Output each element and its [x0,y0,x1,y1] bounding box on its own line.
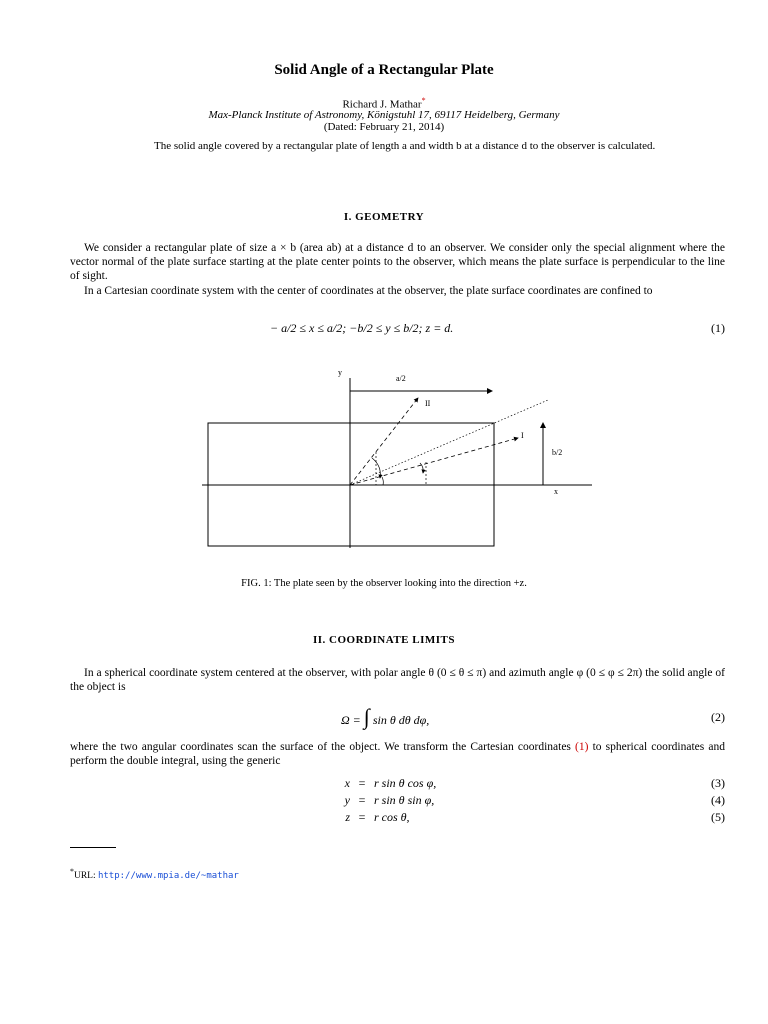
vector-II [350,398,418,485]
equation-5-lhs: z [345,810,350,824]
footnote-rule [70,847,116,848]
equation-block-3-5 [330,776,436,827]
paper-title: Solid Angle of a Rectangular Plate [274,62,494,78]
equation-4-rhs: r sin θ sin φ, [374,793,435,807]
footnote-mark: * [70,867,74,876]
paragraph-2-text-a: where the two angular coordinates scan the surface of the object. We transform the Cartesian coordinates [70,741,576,753]
affiliation: Max-Planck Institute of Astronomy, Königstuhl 17, 69117 Heidelberg, Germany [208,109,560,121]
footnote [70,867,239,881]
label-y: y [338,368,342,377]
equation-2-number: (2) [711,710,725,724]
label-a2: a/2 [396,374,406,383]
angle-arc-origin [382,477,383,485]
section-heading-geometry: I. GEOMETRY [343,211,425,223]
dotted-diagonal-line [350,400,548,485]
abstract: The solid angle covered by a rectangular plate of length a and width b at a distance d to the observer is calculated. [154,140,656,152]
equation-4-number: (4) [711,793,725,807]
equation-3 [330,776,436,793]
equation-4-lhs: y [344,793,350,807]
paragraph-geometry-2: In a Cartesian coordinate system with the center of coordinates at the observer, the plate surface coordinates are confined to [84,285,653,297]
paragraph-coordinate-limits-2 [70,740,725,768]
equation-4-equals: = [358,793,366,807]
label-b2: b/2 [552,448,563,457]
equation-3-number: (3) [711,776,725,790]
equation-2-rhs: sin θ dθ dφ, [369,713,430,727]
equation-5-rhs: r cos θ, [374,810,410,824]
label-II: II [425,399,431,408]
paragraph-geometry-1: We consider a rectangular plate of size a × b (area ab) at a distance d to an observer. We consider only the special alignment where the vector normal of the plate surface starting at the plate center points to the observer, which means the plate surface is perpendicular to the line of sight. [70,242,725,282]
label-I: I [521,431,524,440]
equation-5-number: (5) [711,810,725,824]
author-footnote-mark[interactable]: * [421,96,426,105]
equation-4 [330,793,436,810]
footnote-url-link[interactable]: http://www.mpia.de/~mathar [97,871,239,882]
equation-1: − a/2 ≤ x ≤ a/2; −b/2 ≤ y ≤ b/2; z = d. [270,321,454,335]
integral-symbol: ∫ [363,704,370,729]
equation-1-reference-link[interactable]: (1) [575,741,589,753]
equation-3-lhs: x [344,776,350,790]
equation-1-number: (1) [711,321,725,335]
equation-3-rhs: r sin θ cos φ, [374,776,437,790]
equation-5 [330,810,436,827]
footnote-prefix: URL: [73,871,98,882]
paragraph-2-text-b: to spherical coordinates and perform the double integral, using the generic [70,741,725,767]
author-name: Richard J. Mathar [342,98,422,111]
equation-2-lhs: Ω = [341,713,364,727]
equation-5-equals: = [358,810,366,824]
figure-caption: FIG. 1: The plate seen by the observer looking into the direction +z. [241,578,527,589]
section-heading-coordinate-limits: II. COORDINATE LIMITS [312,634,456,646]
equation-2 [341,704,429,730]
angle-arc-I [420,463,423,473]
label-x: x [554,487,558,496]
equation-3-equals: = [358,776,366,790]
paragraph-coordinate-limits-1: In a spherical coordinate system centered at the observer, with polar angle θ (0 ≤ θ ≤ π) and azimuth angle φ (0 ≤ φ ≤ 2π) the solid angle of the object is [70,667,725,693]
plate-figure [190,360,610,560]
dated-line: (Dated: February 21, 2014) [323,121,445,133]
